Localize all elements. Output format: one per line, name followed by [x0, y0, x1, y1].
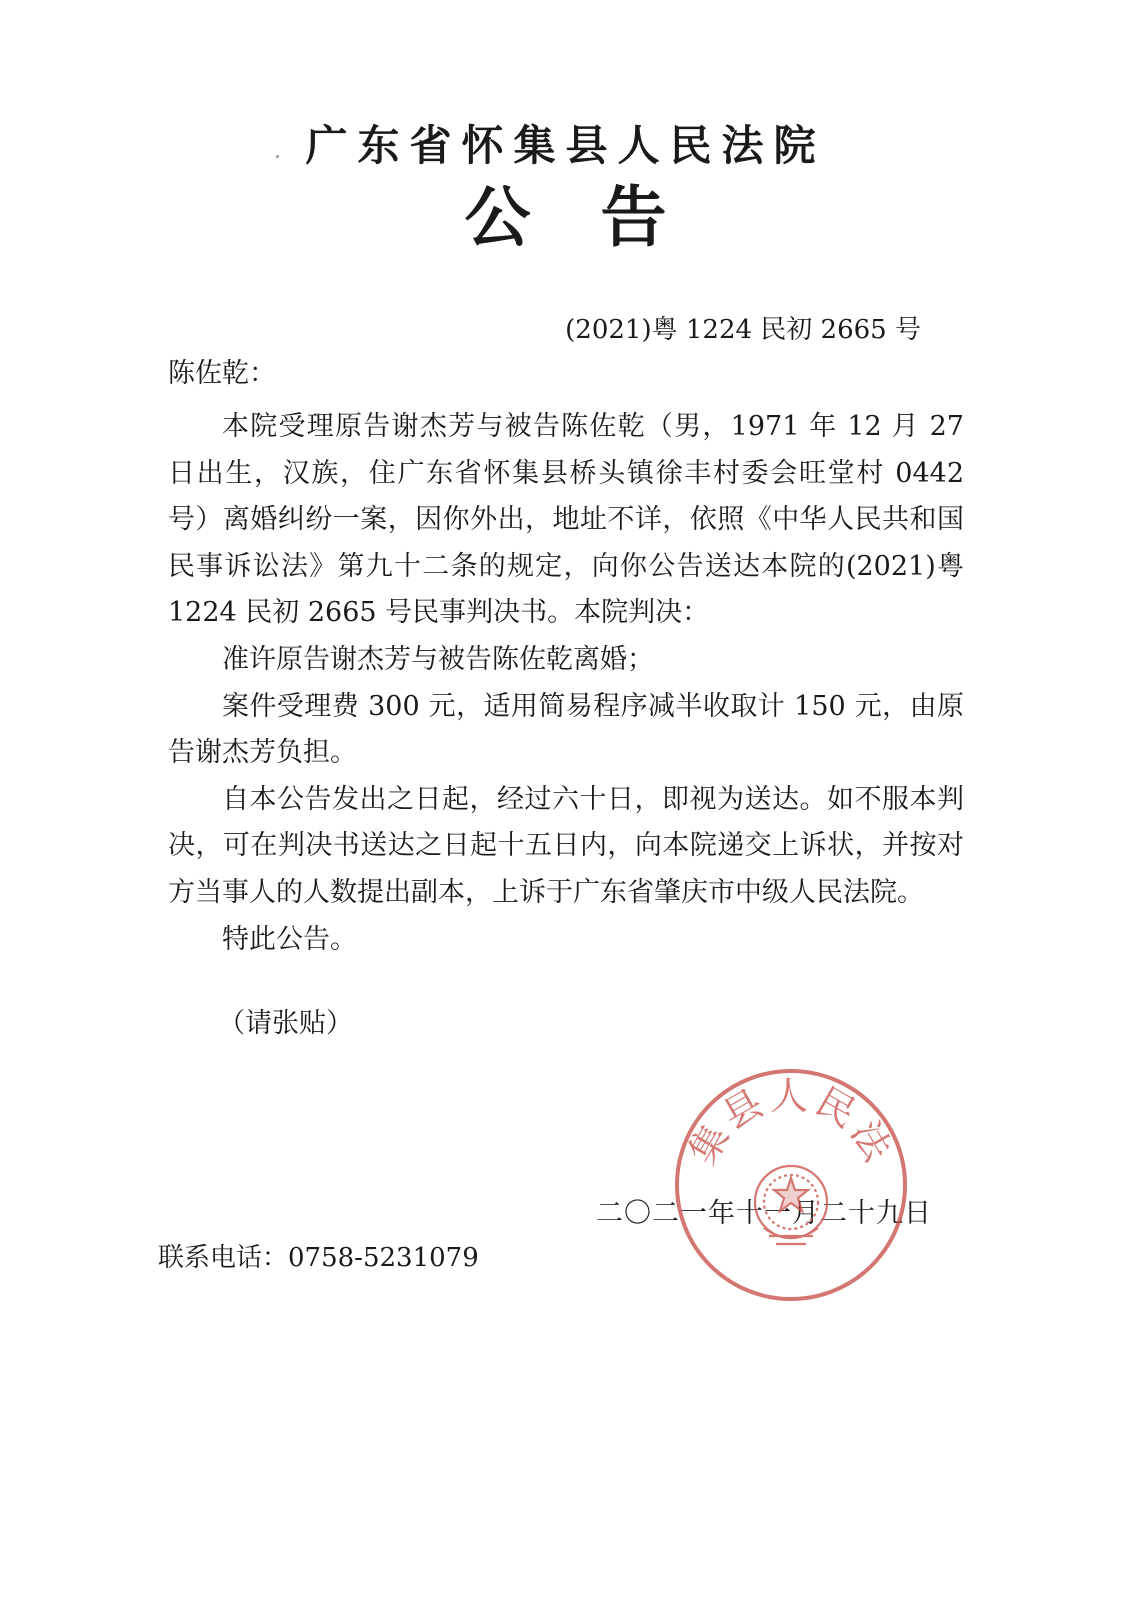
addressee: 陈佐乾： [168, 358, 276, 389]
case-number: (2021)粤 1224 民初 2665 号 [565, 315, 921, 345]
contact-phone: 联系电话：0758-5231079 [158, 1243, 479, 1273]
issue-date: 二〇二一年十一月二十九日 [596, 1198, 932, 1229]
court-name: 广东省怀集县人民法院 [305, 121, 826, 170]
paragraph-closing: 特此公告。 [222, 923, 357, 955]
paragraph-case-summary: 本院受理原告谢杰芳与被告陈佐乾（男，1971 年 12 月 27 日出生，汉族，住广东省怀集县桥头镇徐丰村委会旺堂村 0442 号）离婚纠纷一案，因你外出，地址不详，依照《中华人民共和国民事诉讼法》第九十二条的规定，向你公告送达本院的(2021)粤 1224 民初 2665 号民事判决书。本院判决： [168, 411, 964, 629]
seal-text: 集县人民法 [680, 1074, 902, 1172]
notice-body [168, 404, 964, 963]
paragraph-court-fee: 案件受理费 300 元，适用简易程序减半收取计 150 元，由原告谢杰芳负担。 [168, 690, 964, 769]
document-title: 公告 [464, 179, 737, 256]
paragraph-judgment-divorce: 准许原告谢杰芳与被告陈佐乾离婚； [222, 643, 654, 675]
posting-note: （请张贴） [218, 1008, 353, 1039]
paragraph-service-appeal: 自本公告发出之日起，经过六十日，即视为送达。如不服本判决，可在判决书送达之日起十五日内，向本院递交上诉状，并按对方当事人的人数提出副本，上诉于广东省肇庆市中级人民法院。 [168, 783, 964, 908]
court-seal-icon [672, 1066, 910, 1304]
